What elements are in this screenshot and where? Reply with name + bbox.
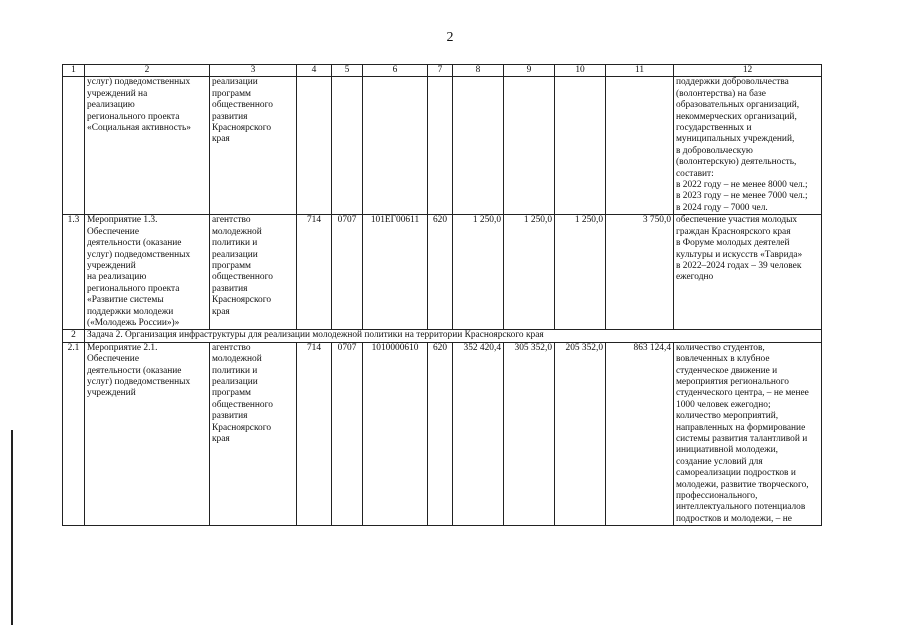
row-number: 1.3	[63, 215, 85, 330]
executor: агентство молодежной политики и реализации программ общественного развития Красноярского края	[210, 342, 297, 526]
header-cell: 11	[606, 65, 674, 77]
target-code: 101ЕГ00611	[363, 215, 428, 330]
margin-mark	[11, 430, 13, 625]
amount-total: 863 124,4	[606, 342, 674, 526]
amount-2022: 1 250,0	[453, 215, 504, 330]
row-number	[63, 77, 85, 215]
header-cell: 2	[85, 65, 210, 77]
amount-2023: 1 250,0	[504, 215, 555, 330]
table-row	[63, 342, 822, 526]
activity-name: Мероприятие 1.3. Обеспечение деятельности (оказание услуг) подведомственных учреждений на реализацию регионального проекта «Развитие системы поддержки молодежи («Молодежь России»)»	[85, 215, 210, 330]
executor: реализации программ общественного развития Красноярского края	[210, 77, 297, 215]
header-cell: 6	[363, 65, 428, 77]
activity-name: Мероприятие 2.1. Обеспечение деятельности (оказание услуг) подведомственных учреждений	[85, 342, 210, 526]
expense-type	[428, 77, 453, 215]
header-cell: 7	[428, 65, 453, 77]
header-cell: 3	[210, 65, 297, 77]
grbs-code	[297, 77, 332, 215]
row-number: 2.1	[63, 342, 85, 526]
amount-2022: 352 420,4	[453, 342, 504, 526]
page-number: 2	[446, 30, 454, 45]
activity-name: услуг) подведомственных учреждений на реализацию регионального проекта «Социальная активность»	[85, 77, 210, 215]
header-cell: 12	[674, 65, 822, 77]
executor: агентство молодежной политики и реализации программ общественного развития Красноярского края	[210, 215, 297, 330]
amount-total	[606, 77, 674, 215]
table-row	[63, 215, 822, 330]
grbs-code: 714	[297, 342, 332, 526]
expense-type: 620	[428, 342, 453, 526]
expected-result: обеспечение участия молодых граждан Красноярского края в Форуме молодых деятелей культуры и искусств «Таврида» в 2022–2024 годах – 39 человек ежегодно	[674, 215, 822, 330]
expected-result: поддержки добровольчества (волонтерства) на базе образовательных организаций, некоммерческих организаций, государственных и муниципальных учреждений, в добровольческую (волонтерскую) деятельность, составит: в 2022 году – не менее 8000 чел.; в 2023 году – не менее 7000 чел.; в 2024 году – 7000 чел.	[674, 77, 822, 215]
header-cell: 4	[297, 65, 332, 77]
amount-2022	[453, 77, 504, 215]
header-cell: 10	[555, 65, 606, 77]
header-cell: 1	[63, 65, 85, 77]
section-code	[332, 77, 363, 215]
expense-type: 620	[428, 215, 453, 330]
header-cell: 8	[453, 65, 504, 77]
amount-2024: 1 250,0	[555, 215, 606, 330]
header-cell: 9	[504, 65, 555, 77]
target-code	[363, 77, 428, 215]
row-number: 2	[63, 330, 85, 342]
grbs-code: 714	[297, 215, 332, 330]
section-code: 0707	[332, 342, 363, 526]
task-row	[63, 330, 822, 342]
amount-2023	[504, 77, 555, 215]
table-row	[63, 77, 822, 215]
target-code: 1010000610	[363, 342, 428, 526]
amount-2023: 305 352,0	[504, 342, 555, 526]
section-code: 0707	[332, 215, 363, 330]
amount-2024: 205 352,0	[555, 342, 606, 526]
program-table	[62, 64, 822, 526]
amount-2024	[555, 77, 606, 215]
header-cell: 5	[332, 65, 363, 77]
header-row	[63, 65, 822, 77]
task-title: Задача 2. Организация инфраструктуры для реализации молодежной политики на территории Красноярского края	[85, 330, 822, 342]
expected-result: количество студентов, вовлеченных в клубное студенческое движение и мероприятия регионального студенческого центра, – не менее 1000 человек ежегодно; количество мероприятий, направленных на формирование системы развития талантливой и инициативной молодежи, создание условий для самореализации подростков и молодежи, развитие творческого, профессионального, интеллектуального потенциалов подростков и молодежи, – не	[674, 342, 822, 526]
amount-total: 3 750,0	[606, 215, 674, 330]
